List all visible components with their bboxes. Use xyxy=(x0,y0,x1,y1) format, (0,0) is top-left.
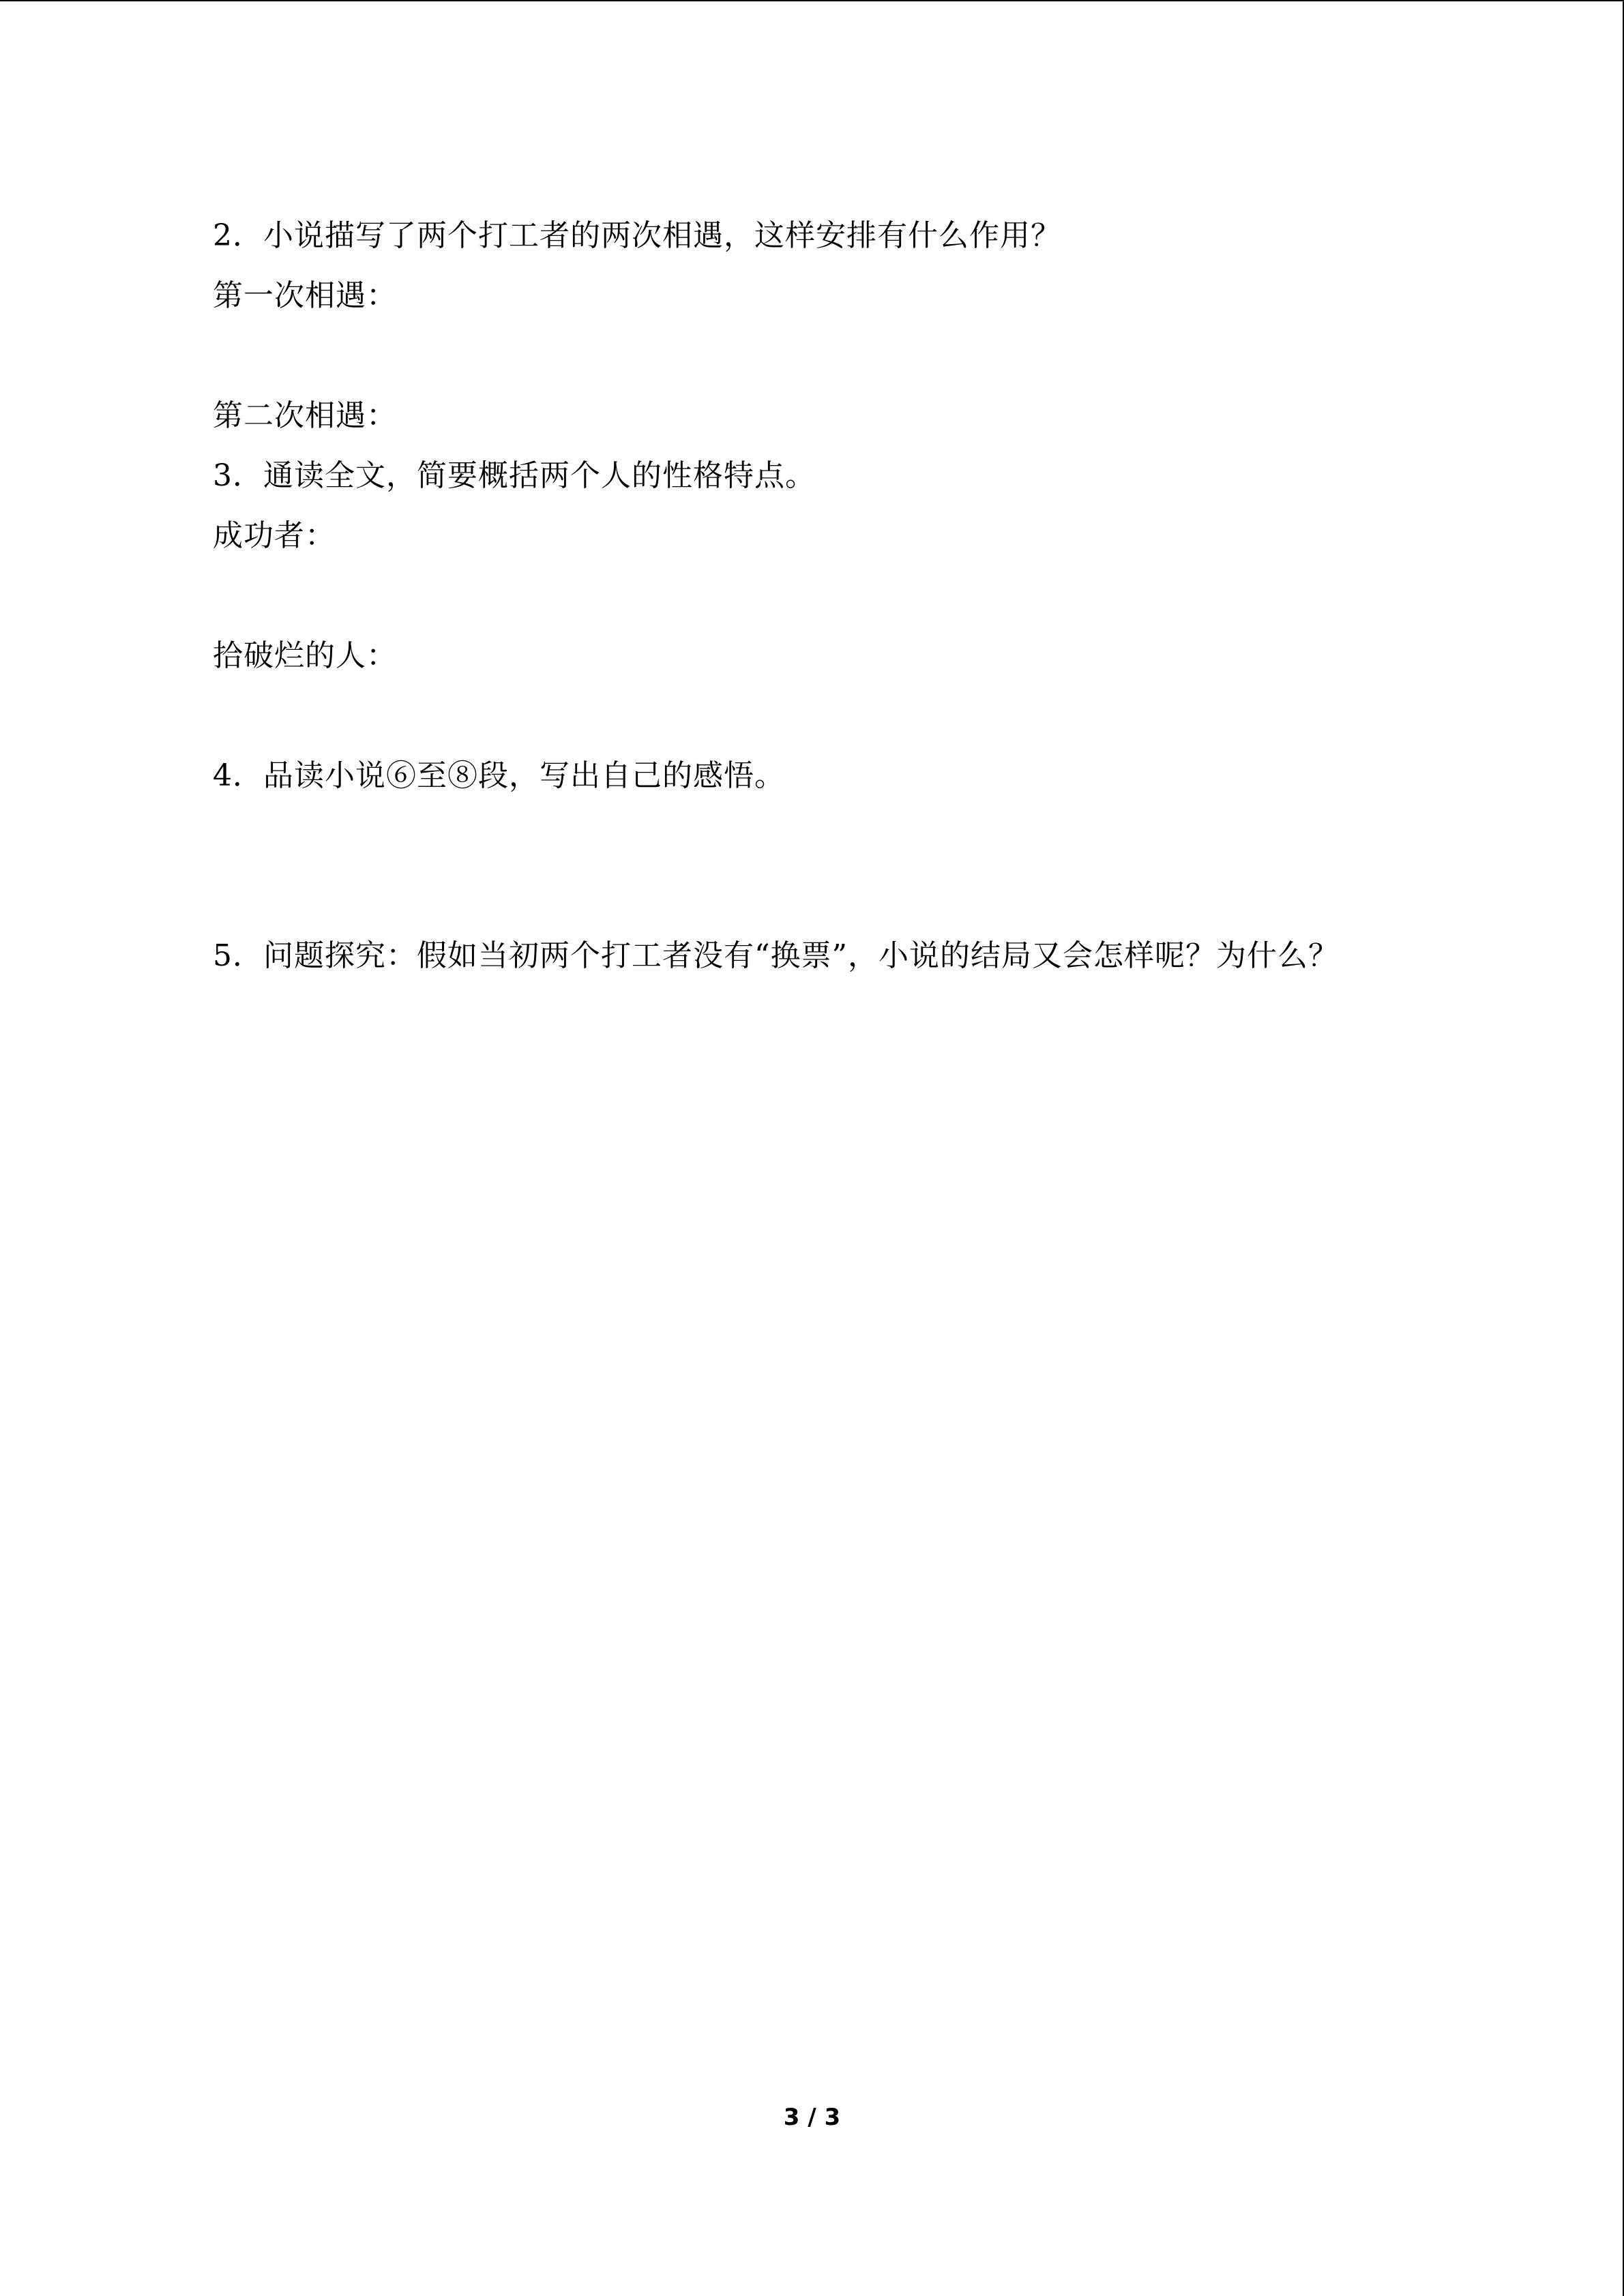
question-3: 3．通读全文，简要概括两个人的性格特点。 xyxy=(213,458,816,493)
answer-label-second-encounter: 第二次相遇： xyxy=(213,398,397,433)
answer-label-scavenger: 拾破烂的人： xyxy=(213,638,397,673)
question-5: 5．问题探究：假如当初两个打工者没有“换票”，小说的结局又会怎样呢？为什么？ xyxy=(213,938,1339,973)
question-4: 4．品读小说⑥至⑧段，写出自己的感悟。 xyxy=(213,758,785,793)
question-2: 2．小说描写了两个打工者的两次相遇，这样安排有什么作用？ xyxy=(213,218,1061,253)
page-number: 3 / 3 xyxy=(783,2104,841,2131)
answer-label-first-encounter: 第一次相遇： xyxy=(213,278,397,313)
answer-label-successful-person: 成功者： xyxy=(213,518,336,553)
